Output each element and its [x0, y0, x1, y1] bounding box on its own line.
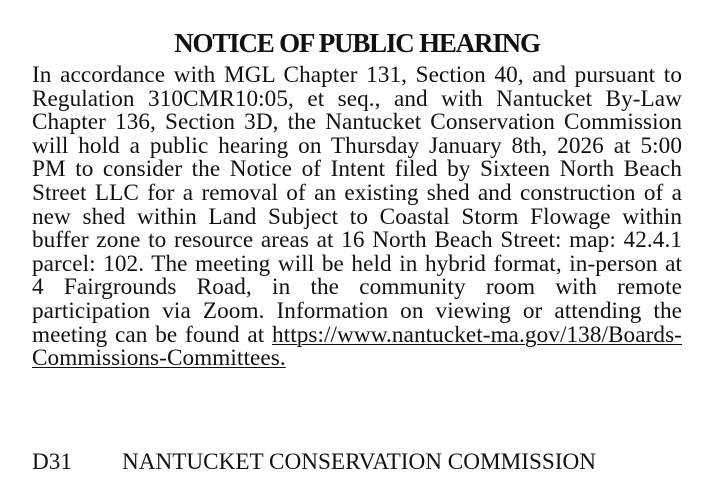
notice-footer — [32, 449, 682, 475]
boards-commissions-link[interactable]: https://www.nantucket-ma.gov/138/Boards-Commissions-Committees. — [32, 321, 682, 372]
notice-body-text: In accordance with MGL Chapter 131, Section 40, and pursuant to Regulation 310CMR10:05, et seq., and with Nantucket By-Law Chapter 136, Section 3D, the Nantucket Conservation Commission will hold a public hearing on Thursday January 8th, 2026 at 5:00 PM to consider the Notice of Intent filed by Sixteen North Beach Street LLC for a removal of an existing shed and construction of a new shed within Land Subject to Coastal Storm Flowage within buffer zone to resource areas at 16 North Beach Street: map: 42.4.1 parcel: 102. The meeting will be held in hybrid format, in-person at 4 Fairgrounds Road, in the community room with remote participation via Zoom. Information on viewing or attending the meeting can be found at — [32, 62, 682, 348]
notice-body — [32, 64, 682, 371]
public-hearing-notice — [32, 26, 682, 371]
notice-title: NOTICE OF PUBLIC HEARING — [174, 28, 540, 58]
issuing-organization: NANTUCKET CONSERVATION COMMISSION — [122, 449, 596, 475]
ad-code: D31 — [32, 449, 72, 475]
